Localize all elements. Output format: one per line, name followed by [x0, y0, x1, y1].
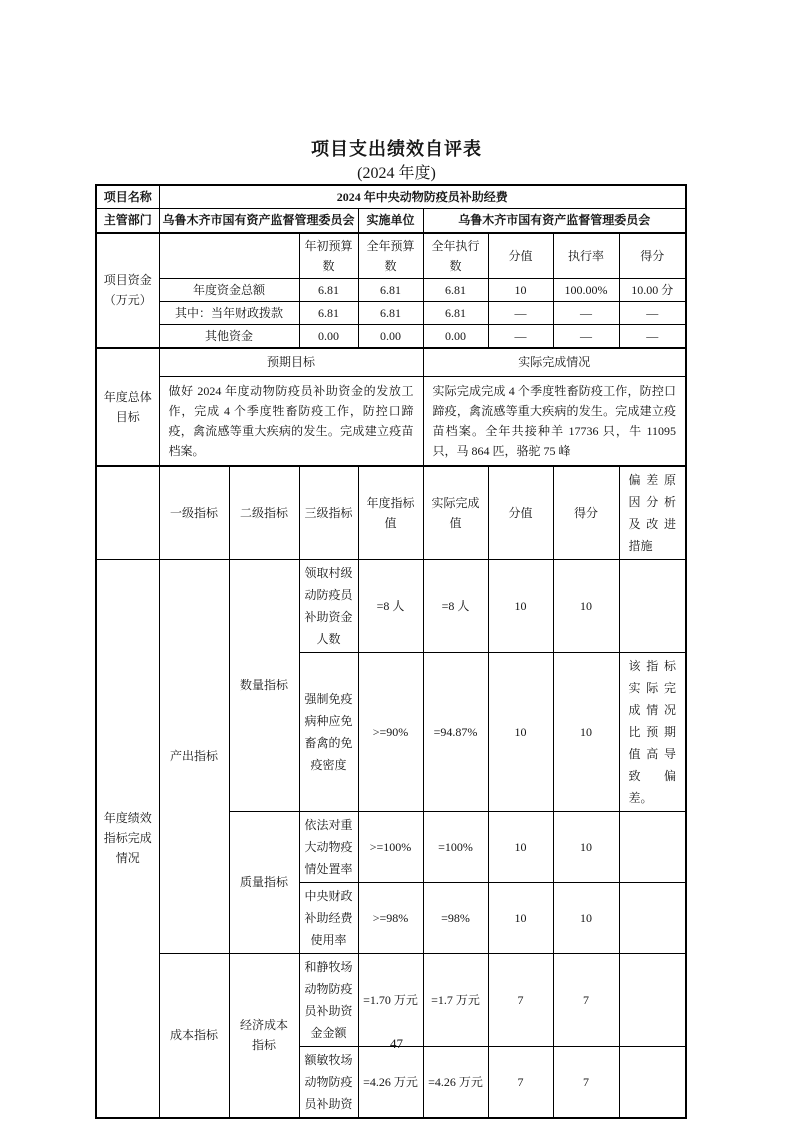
indicator-score-cell: 10: [553, 811, 619, 882]
indicator-section-label: 年度绩效指标完成情况: [96, 559, 159, 1118]
indicator-col-actual: 实际完成值: [423, 466, 488, 560]
funds-cell: 0.00: [358, 325, 423, 349]
expected-goal-text: 做好 2024 年度动物防疫员补助资金的发放工作，完成 4 个季度牲畜防疫工作，防控口蹄疫，禽流感等重大疾病的发生。完成建立疫苗档案。: [159, 376, 423, 466]
project-name-value: 2024 年中央动物防疫员补助经费: [159, 185, 686, 209]
impl-unit-value: 乌鲁木齐市国有资产监督管理委员会: [423, 209, 686, 233]
indicator-actual-cell: =4.26 万元: [423, 1046, 488, 1118]
indicator-col-deviation: 偏差原因分析及改进措施: [619, 466, 686, 560]
indicator-level2-economic-cost: 经济成本指标: [229, 953, 299, 1118]
indicator-col-level3: 三级指标: [299, 466, 358, 560]
indicator-name-cell: 强制免疫病种应免畜禽的免疫密度: [299, 652, 358, 811]
indicator-target-cell: =1.70 万元: [358, 953, 423, 1046]
page-title: 项目支出绩效自评表: [311, 139, 482, 159]
indicator-col-target: 年度指标值: [358, 466, 423, 560]
indicator-score-max-cell: 10: [488, 882, 553, 953]
indicator-deviation-cell: [619, 882, 686, 953]
indicator-score-cell: 7: [553, 1046, 619, 1118]
indicator-score-max-cell: 7: [488, 1046, 553, 1118]
indicator-name-cell: 领取村级动防疫员补助资金人数: [299, 559, 358, 652]
indicator-target-cell: =4.26 万元: [358, 1046, 423, 1118]
funds-col-score: 得分: [619, 233, 686, 279]
indicator-col-score-max: 分值: [488, 466, 553, 560]
funds-cell: —: [488, 325, 553, 349]
impl-unit-label: 实施单位: [358, 209, 423, 233]
indicator-deviation-cell: [619, 811, 686, 882]
indicator-deviation-cell: [619, 559, 686, 652]
indicator-score-max-cell: 10: [488, 652, 553, 811]
indicator-level2-quality: 质量指标: [229, 811, 299, 953]
page-subtitle: (2024 年度): [357, 165, 436, 182]
annual-goal-section-label: 年度总体目标: [96, 348, 159, 466]
funds-cell: 6.81: [358, 302, 423, 325]
indicator-score-cell: 10: [553, 559, 619, 652]
funds-cell: 6.81: [299, 302, 358, 325]
funds-cell: 6.81: [423, 302, 488, 325]
funds-cell: —: [553, 302, 619, 325]
indicator-score-cell: 10: [553, 652, 619, 811]
funds-cell: 0.00: [423, 325, 488, 349]
indicator-score-max-cell: 7: [488, 953, 553, 1046]
funds-cell: 6.81: [358, 279, 423, 302]
indicator-score-cell: 10: [553, 882, 619, 953]
funds-col-initial-budget: 年初预算数: [299, 233, 358, 279]
indicator-blank-cell: [96, 466, 159, 560]
indicator-actual-cell: =8 人: [423, 559, 488, 652]
funds-cell: 100.00%: [553, 279, 619, 302]
actual-completion-text: 实际完成完成 4 个季度牲畜防疫工作，防控口蹄疫，禽流感等重大疾病的发生。完成建立疫苗档案。全年共接种羊 17736 只，牛 11095 只，马 864 匹，骆驼 75 峰: [423, 376, 686, 466]
project-name-label: 项目名称: [96, 185, 159, 209]
indicator-level1-output: 产出指标: [159, 559, 229, 953]
indicator-name-cell: 依法对重大动物疫情处置率: [299, 811, 358, 882]
funds-section-label: 项目资金（万元）: [96, 233, 159, 349]
indicator-col-level2: 二级指标: [229, 466, 299, 560]
indicator-deviation-cell: [619, 953, 686, 1046]
funds-blank-cell: [159, 233, 299, 279]
funds-cell: 10: [488, 279, 553, 302]
funds-col-exec-rate: 执行率: [553, 233, 619, 279]
indicator-score-max-cell: 10: [488, 811, 553, 882]
indicator-actual-cell: =98%: [423, 882, 488, 953]
indicator-target-cell: >=90%: [358, 652, 423, 811]
funds-col-year-exec: 全年执行数: [423, 233, 488, 279]
indicator-name-cell: 额敏牧场动物防疫员补助资: [299, 1046, 358, 1118]
funds-cell: —: [488, 302, 553, 325]
dept-label: 主管部门: [96, 209, 159, 233]
indicator-actual-cell: =94.87%: [423, 652, 488, 811]
indicator-col-level1: 一级指标: [159, 466, 229, 560]
funds-cell: —: [553, 325, 619, 349]
indicator-score-max-cell: 10: [488, 559, 553, 652]
indicator-target-cell: >=100%: [358, 811, 423, 882]
funds-row-label: 其中：当年财政拨款: [159, 302, 299, 325]
dept-value: 乌鲁木齐市国有资产监督管理委员会: [159, 209, 358, 233]
funds-cell: 6.81: [299, 279, 358, 302]
indicator-score-cell: 7: [553, 953, 619, 1046]
funds-row-label: 其他资金: [159, 325, 299, 349]
indicator-name-cell: 中央财政补助经费使用率: [299, 882, 358, 953]
indicator-actual-cell: =1.7 万元: [423, 953, 488, 1046]
indicator-actual-cell: =100%: [423, 811, 488, 882]
expected-goal-header: 预期目标: [159, 348, 423, 376]
actual-completion-header: 实际完成情况: [423, 348, 686, 376]
funds-cell: —: [619, 302, 686, 325]
funds-cell: 10.00 分: [619, 279, 686, 302]
funds-cell: 0.00: [299, 325, 358, 349]
page-number: 47: [390, 1036, 403, 1051]
indicator-col-score: 得分: [553, 466, 619, 560]
funds-col-score-max: 分值: [488, 233, 553, 279]
indicator-target-cell: =8 人: [358, 559, 423, 652]
indicator-name-cell: 和静牧场动物防疫员补助资金金额: [299, 953, 358, 1046]
funds-col-year-budget: 全年预算数: [358, 233, 423, 279]
indicator-deviation-cell: [619, 1046, 686, 1118]
indicator-deviation-cell: 该指标实际完成情况比预期值高导致偏差。: [619, 652, 686, 811]
funds-cell: 6.81: [423, 279, 488, 302]
funds-cell: —: [619, 325, 686, 349]
indicator-level2-quantity: 数量指标: [229, 559, 299, 811]
indicator-level1-cost: 成本指标: [159, 953, 229, 1118]
funds-row-label: 年度资金总额: [159, 279, 299, 302]
self-evaluation-table: [95, 184, 687, 1119]
indicator-target-cell: >=98%: [358, 882, 423, 953]
